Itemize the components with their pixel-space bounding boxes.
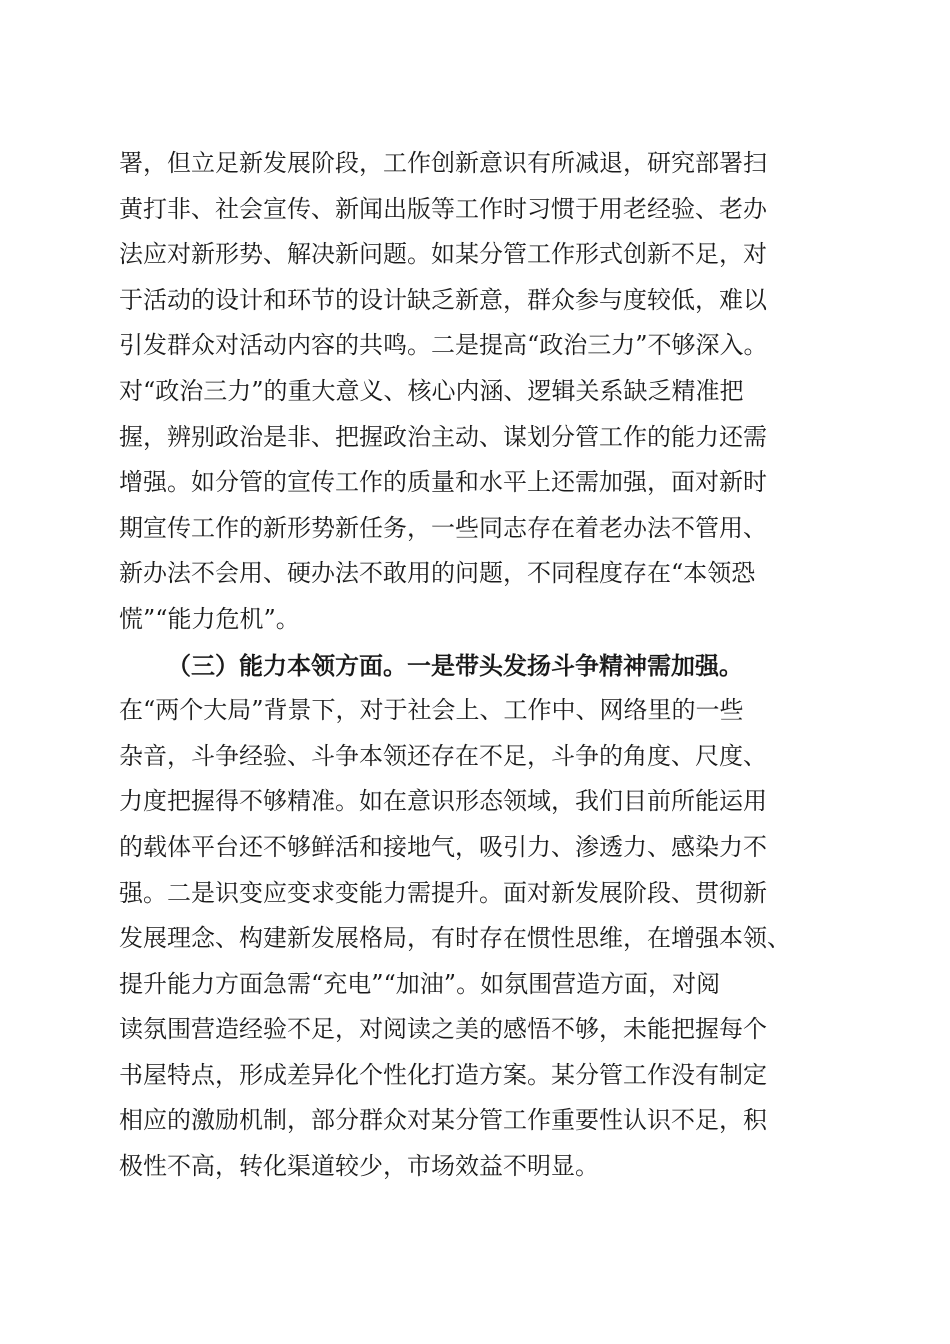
text-line: 相应的激励机制，部分群众对某分管工作重要性认识不足，积 <box>119 1106 767 1135</box>
text-line: 黄打非、社会宣传、新闻出版等工作时习惯于用老经验、老办 <box>119 194 767 223</box>
text-line: 书屋特点，形成差异化个性化打造方案。某分管工作没有制定 <box>119 1060 767 1089</box>
text-line: 增强。如分管的宣传工作的质量和水平上还需加强，面对新时 <box>119 468 767 497</box>
text-line: 提升能力方面急需“充电”“加油”。如氛围营造方面，对阅 <box>119 969 721 998</box>
text-line: 读氛围营造经验不足，对阅读之美的感悟不够，未能把握每个 <box>119 1015 767 1044</box>
text-line: 对“政治三力”的重大意义、核心内涵、逻辑关系缺乏精准把 <box>119 376 744 405</box>
text-line: 握，辨别政治是非、把握政治主动、谋划分管工作的能力还需 <box>119 422 767 451</box>
text-line: 强。二是识变应变求变能力需提升。面对新发展阶段、贯彻新 <box>119 878 767 907</box>
text-line: 署，但立足新发展阶段，工作创新意识有所减退，研究部署扫 <box>119 149 767 177</box>
text-line: 力度把握得不够精准。如在意识形态领域，我们目前所能运用 <box>119 787 767 816</box>
text-line: 法应对新形势、解决新问题。如某分管工作形式创新不足，对 <box>119 240 767 269</box>
text-line: 极性不高，转化渠道较少，市场效益不明显。 <box>119 1152 599 1181</box>
text-line: 于活动的设计和环节的设计缺乏新意，群众参与度较低，难以 <box>119 285 767 314</box>
text-line: 发展理念、构建新发展格局，有时存在惯性思维，在增强本领、 <box>119 924 791 953</box>
section-3-first-line <box>119 643 859 689</box>
text-line: 引发群众对活动内容的共鸣。二是提高“政治三力”不够深入。 <box>119 331 768 360</box>
text-line: 慌”“能力危机”。 <box>119 604 300 633</box>
text-line: 在“两个大局”背景下，对于社会上、工作中、网络里的一些 <box>119 696 744 725</box>
text-line: 期宣传工作的新形势新任务，一些同志存在着老办法不管用、 <box>119 513 767 542</box>
text-line: 的载体平台还不够鲜活和接地气，吸引力、渗透力、感染力不 <box>119 832 767 861</box>
body-text <box>119 141 859 1190</box>
text-line: 新办法不会用、硬办法不敢用的问题，不同程度存在“本领恐 <box>119 559 756 588</box>
section-3-heading: （三）能力本领方面。 <box>167 650 407 680</box>
section-3-point-1: 一是带头发扬斗争精神需加强。 <box>407 650 743 680</box>
text-line: 杂音，斗争经验、斗争本领还存在不足，斗争的角度、尺度、 <box>119 741 767 770</box>
